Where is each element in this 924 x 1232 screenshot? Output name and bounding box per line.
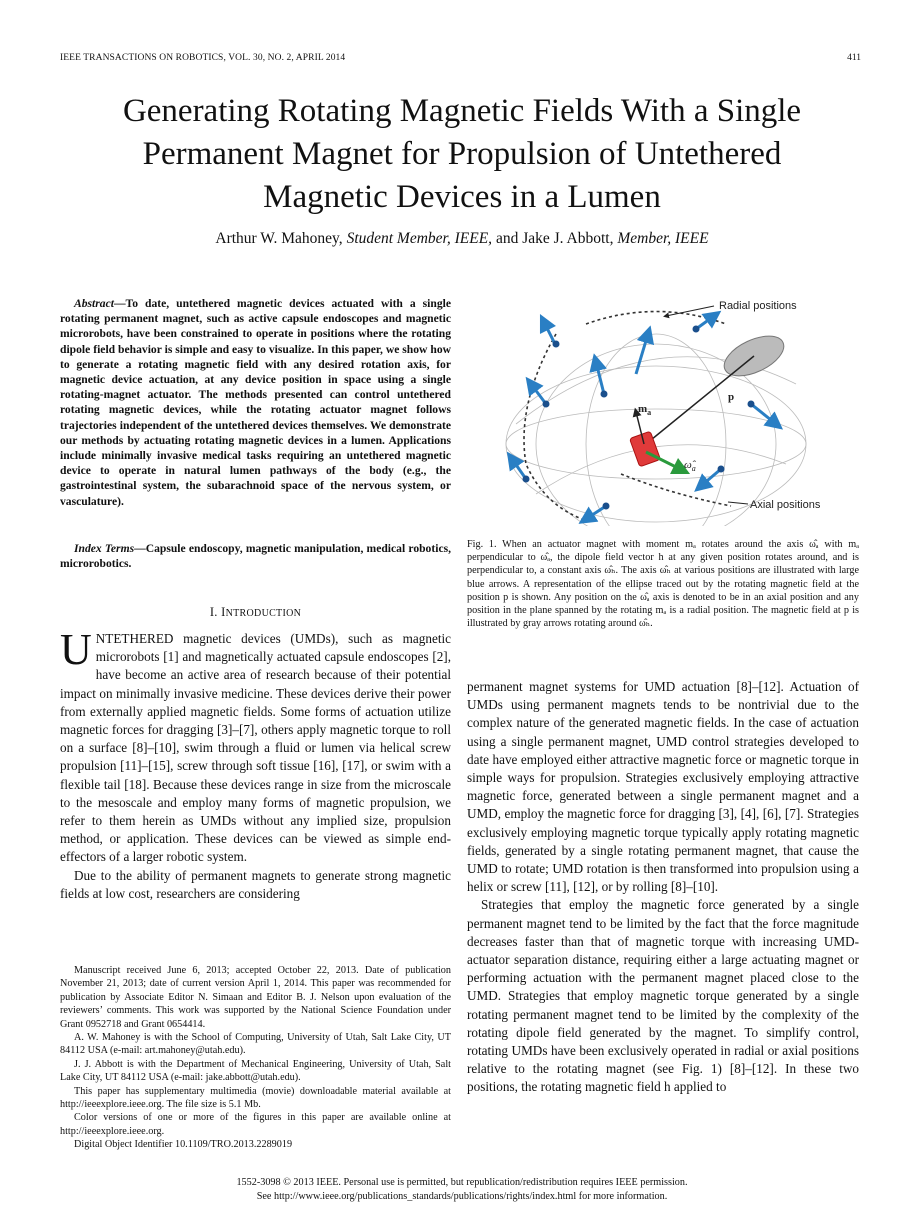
author-1-role: Student Member, IEEE, <box>346 230 493 247</box>
paper-title <box>40 90 884 219</box>
figure-caption: Fig. 1. When an actuator magnet with moment mₐ rotates around the axis ω̂ₐ with mₐ perpendicular to ω̂ₐ, the dipole field vector h at any given position rotates around, and is perpendicular to, a constant axis ω̂ₕ. The axis ω̂ₕ at various positions are illustrated with large blue arrows. A representation of the ellipse traced out by the rotating magnetic field at the position p is shown. Any position on the ω̂ₐ axis is denoted to be in an axial position and any position in the plane spanned by the rotating mₐ is a radial position. The magnetic field at p is illustrated by gray arrows rotating around ω̂ₕ. <box>467 539 859 630</box>
omega-a-label: $\omegâ_a$ <box>684 459 696 473</box>
right-paragraph-2: Strategies that employ the magnetic force generated by a single permanent magnet tend to be limited by the fact that the force magnitude decreases faster than that of magnetic torque with increasing UMD-actuator separation distance, requiring either a large actuating magnet or performing actuation with the permanent magnet placed close to the UMD. Strategies that employ magnetic torque generated by a single rotating permanent magnet tend to be limited by the complexity of the rotating dipole field generated by the magnet. To simplify control, rotating UMDs have been exclusively operated in radial or axial positions relative to the rotating magnet (see Fig. 1) [8]–[12]. In these two positions, the rotating magnetic field h applied to <box>467 897 859 1095</box>
section-heading: I. INTRODUCTION <box>209 605 302 619</box>
copyright-line-2: See http://www.ieee.org/publications_standards/publications/rights/index.html for more information. <box>256 1190 668 1202</box>
field-axis-arrows <box>512 316 776 519</box>
right-column-text <box>467 678 859 1097</box>
abstract-text: —To date, untethered magnetic devices actuated with a single rotating permanent magnet, such as active capsule endoscopes and magnetic microrobots, have been constrained to operate in positions where the rotating dipole field behavior is simple and easy to visualize. In this paper, we show how to generate a rotating magnetic field with any desired rotation axis, for magnetic device actuation, at any device position in space using a single rotating-magnet actuator. The methods presented can control untethered rotating magnetic devices, while the rotating actuator magnet follows trajectories independent of the untethered devices themselves. We demonstrate our methods by actuating rotating magnetic devices in a lumen. Applications include minimally invasive medical tasks requiring an untethered magnetic device to operate in natural lumen pathways of the body (e.g., the gastrointestinal system, the subarachnoid space of the nervous system, or vasculature). <box>60 297 451 508</box>
index-terms-text: —Capsule endoscopy, magnetic manipulation, medical robotics, microrobotics. <box>60 542 451 571</box>
axial-pointer <box>728 502 748 504</box>
abstract <box>60 296 451 509</box>
author-2: and Jake J. Abbott, <box>495 230 614 247</box>
title-line-3: Magnetic Devices in a Lumen <box>263 179 661 215</box>
intro-paragraph-1: NTETHERED magnetic devices (UMDs), such as magnetic microrobots [1] and magnetically actuated capsule endoscopes [2], have become an active area of research because of their potential impact on minimally invasive medicine. These devices derive their power from externally applied magnetic fields. Some forms of actuation utilize magnetic forces for dragging [3]–[7], others apply magnetic torque to roll on a surface [8]–[10], swim through a fluid or lumen via helical screw propulsion [11]–[15], screw through soft tissue [16], [17], or swim with a flexible tail [18]. Because these devices range in size from the microscale to the mesoscale and employ many forms of magnetic propulsion, we refer to them herein as UMDs without any implied size, propulsion method, or application. These devices can be viewed as simple end-effectors of a larger robotic system. <box>60 631 451 865</box>
journal-header: IEEE TRANSACTIONS ON ROBOTICS, VOL. 30, NO. 2, APRIL 2014 <box>60 53 346 63</box>
footnote-author-2: J. J. Abbott is with the Department of Mechanical Engineering, University of Utah, Salt Lake City, UT 84112 USA (e-mail: jake.abbott@utah.edu). <box>60 1058 451 1084</box>
author-list <box>40 230 884 248</box>
introduction-text <box>60 625 451 903</box>
title-line-2: Permanent Magnet for Propulsion of Untethered <box>142 136 782 172</box>
index-terms <box>60 541 451 571</box>
figure-1 <box>496 294 836 526</box>
footnote-doi: Digital Object Identifier 10.1109/TRO.2013.2289019 <box>74 1139 293 1151</box>
right-paragraph-1: permanent magnet systems for UMD actuation [8]–[12]. Actuation of UMDs using permanent magnets tends to be nontrivial due to the complex nature of the generated magnetic fields. In the case of actuation using a single permanent magnet, UMD control strategies developed to date have employed either attractive magnetic force or magnetic torque in simple ways for propulsion. Strategies exclusively employing attractive magnetic force, generated between a single permanent magnet and a UMD, employ the magnetic force for dragging [3], [4], [6], [7]. Strategies exclusively employing magnetic torque typically apply rotating magnetic fields, generated by a single rotating permanent magnet, that cause the UMD to rotate; UMD rotation is then transformed into propulsion using a helix or screw [11], [12], or by rolling [8]–[10]. <box>467 679 859 895</box>
footnote-author-1: A. W. Mahoney is with the School of Computing, University of Utah, Salt Lake City, UT 84112 USA (e-mail: art.mahoney@utah.edu). <box>60 1032 451 1057</box>
footnote-manuscript: Manuscript received June 6, 2013; accepted October 22, 2013. Date of publication November 21, 2013; date of current version April 1, 2014. This paper was recommended for publication by Associate Editor N. Simaan and Editor B. J. Nelson upon evaluation of the reviewers’ comments. This work was supported by the National Science Foundation under Grant 0952718 and Grant 0654414. <box>60 965 451 1030</box>
drop-cap: U <box>60 625 92 674</box>
intro-paragraph-2: Due to the ability of permanent magnets to generate strong magnetic fields at low cost, researchers are considering <box>60 867 451 901</box>
author-1: Arthur W. Mahoney, <box>215 230 343 247</box>
index-terms-label: Index Terms <box>74 542 135 555</box>
title-line-1: Generating Rotating Magnetic Fields With a Single <box>122 93 802 129</box>
abstract-label: Abstract <box>74 297 114 310</box>
axial-positions-label: Axial positions <box>750 499 821 511</box>
footnote-multimedia: This paper has supplementary multimedia (movie) downloadable material available at http://ieeexplore.ieee.org. The file size is 5.1 Mb. <box>60 1085 451 1111</box>
copyright-footer <box>40 1176 884 1203</box>
footnotes <box>60 964 451 1152</box>
radial-pointer <box>666 306 714 316</box>
ma-label: $m_a$ <box>638 403 652 417</box>
footnote-color: Color versions of one or more of the figures in this paper are available online at http://ieeexplore.ieee.org. <box>60 1112 451 1137</box>
author-2-role: Member, IEEE <box>617 230 709 247</box>
p-label: p <box>728 391 735 403</box>
page-number: 411 <box>847 53 861 63</box>
copyright-line-1: 1552-3098 © 2013 IEEE. Personal use is permitted, but republication/redistribution requires IEEE permission. <box>236 1177 688 1188</box>
radial-positions-label: Radial positions <box>719 300 797 312</box>
